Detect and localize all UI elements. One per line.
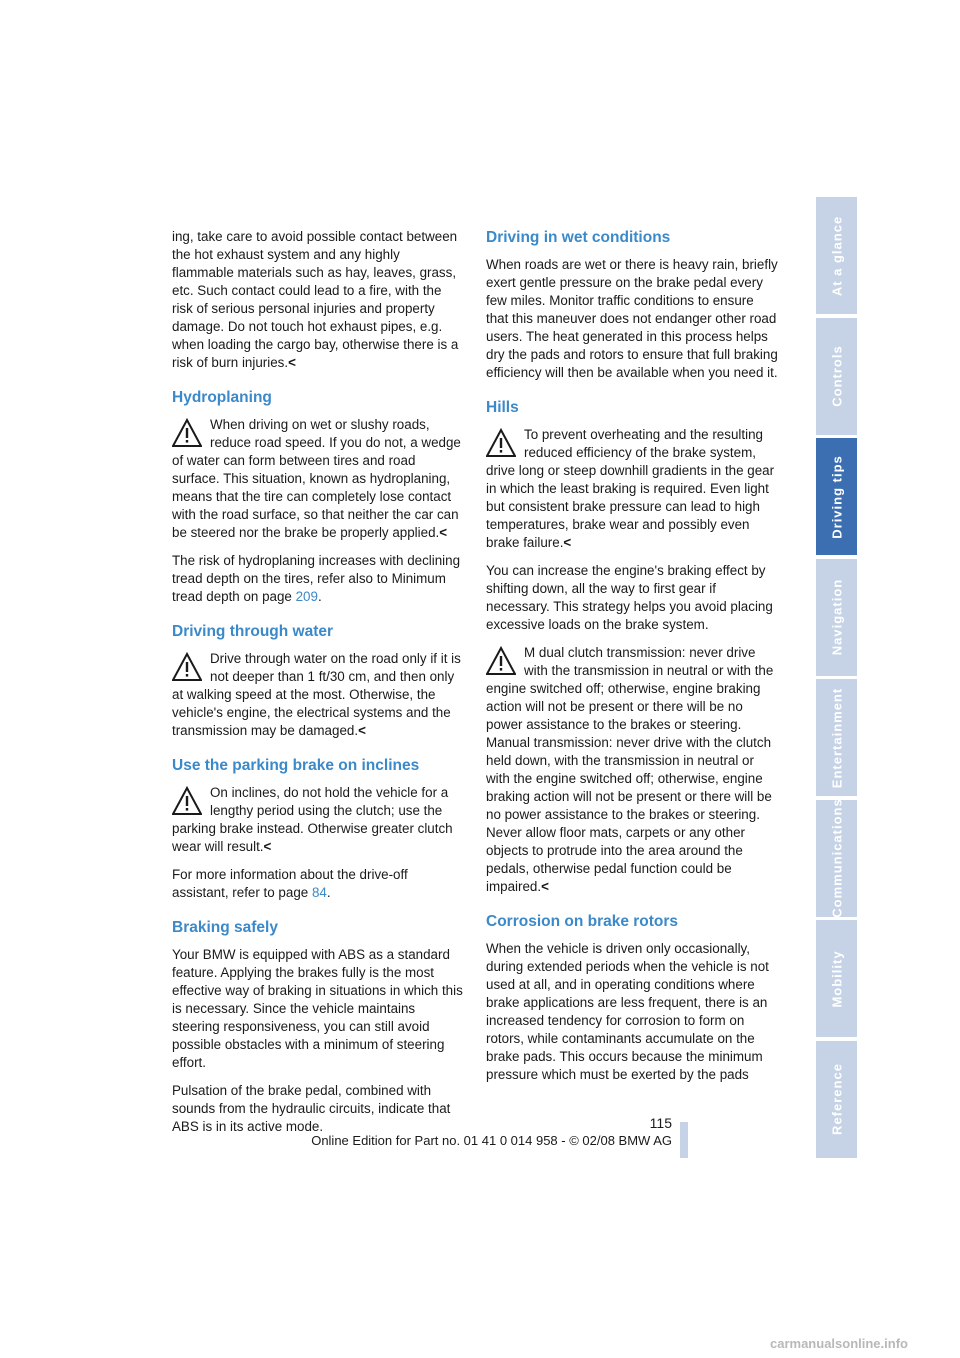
hydroplaning-text: The risk of hydroplaning increases with declining tread depth on the tires, refer also to Minimum tread depth on page 209. — [172, 553, 461, 604]
warning-icon — [172, 418, 202, 448]
left-column — [172, 228, 464, 1146]
warning-icon — [172, 652, 202, 682]
page-number: 115 — [649, 1115, 672, 1131]
water-heading: Driving through water — [172, 623, 334, 640]
wet-heading: Driving in wet conditions — [486, 229, 671, 246]
intro-paragraph: ing, take care to avoid possible contact between the hot exhaust system and any highly flammable materials such as hay, leaves, grass, etc. Such contact could lead to a fire, with the risk of serious personal injuries and property damage. Do not touch hot exhaust pipes, e.g. when loading the cargo bay, otherwise there is a risk of burn injuries.< — [172, 229, 459, 370]
hills-heading: Hills — [486, 399, 519, 416]
sidebar-tab-navigation[interactable] — [816, 559, 857, 678]
sidebar-tab-reference[interactable] — [816, 1041, 857, 1160]
hills-text: You can increase the engine's braking effect by shifting down, all the way to first gear if necessary. This strategy helps you avoid placing excessive loads on the brake system. — [486, 563, 773, 632]
parking-text: For more information about the drive-off assistant, refer to page 84. — [172, 867, 408, 900]
warning-icon — [486, 646, 516, 676]
right-column — [486, 228, 778, 1094]
braking-paragraph-2: Pulsation of the brake pedal, combined with sounds from the hydraulic circuits, indicate that ABS is in its active mode. — [172, 1083, 451, 1134]
footer-bar — [680, 1122, 688, 1158]
warning-icon — [172, 786, 202, 816]
hydroplaning-warning: When driving on wet or slushy roads, reduce road speed. If you do not, a wedge of water can form between tires and road surface. This situation, known as hydroplaning, means that the tire can completely lose contact with the road surface, so that neither the car can be steered nor the brake be properly applied.< — [172, 417, 461, 540]
sidebar-tab-entertainment[interactable] — [816, 679, 857, 798]
page-link-84[interactable]: 84 — [311, 885, 327, 900]
braking-heading: Braking safely — [172, 919, 278, 936]
clutch-warning: M dual clutch transmission: never drive with the transmission in neutral or with the engine switched off; otherwise, engine braking action will not be present or there will be no power assistance to the brakes or steering. Manual transmission: never drive with the clutch held down, with the transmission in neutral or with the engine switched off; otherwise, engine braking action will not be present or there will be no power assistance to the brakes or steering. Never allow floor mats, carpets or any other objects to protrude into the area around the pedals, otherwise pedal function could be impaired.< — [486, 645, 774, 894]
parking-heading: Use the parking brake on inclines — [172, 757, 420, 774]
wet-text: When roads are wet or there is heavy rain, briefly exert gentle pressure on the brake pedal every few miles. Monitor traffic conditions to ensure that this maneuver does not endanger other road users. The heat generated in this process helps dry the pads and rotors to ensure that full braking efficiency will then be available when you need it. — [486, 257, 778, 380]
sidebar-tab-label: Controls — [829, 345, 844, 407]
sidebar-tab-driving-tips[interactable] — [816, 438, 857, 557]
footer-edition: Online Edition for Part no. 01 41 0 014 958 - © 02/08 BMW AG — [311, 1133, 672, 1148]
sidebar-tab-label: Mobility — [829, 949, 844, 1008]
sidebar-tab-communications[interactable] — [816, 800, 857, 919]
warning-icon — [486, 428, 516, 458]
sidebar-tab-label: At a glance — [829, 215, 844, 296]
sidebar-tab-at-a-glance[interactable] — [816, 197, 857, 316]
sidebar-tab-label: Navigation — [829, 578, 844, 656]
parking-warning: On inclines, do not hold the vehicle for a lengthy period using the clutch; use the parking brake instead. Otherwise greater clutch wear will result.< — [172, 785, 453, 854]
corrosion-heading: Corrosion on brake rotors — [486, 913, 679, 930]
sidebar-tab-label: Reference — [829, 1063, 844, 1135]
braking-paragraph-1: Your BMW is equipped with ABS as a standard feature. Applying the brakes fully is the most effective way of braking in situations in which this is necessary. Since the vehicle maintains steering responsiveness, you can still avoid possible obstacles with a minimum of steering effort. — [172, 947, 463, 1070]
sidebar-tab-label: Driving tips — [829, 454, 844, 539]
sidebar-tab-label: Communications — [829, 798, 844, 918]
corrosion-text: When the vehicle is driven only occasionally, during extended periods when the vehicle is not used at all, and in operating conditions where brake applications are less frequent, there is an increased tendency for corrosion to form on rotors, while contaminants accumulate on the brake pads. This occurs because the minimum pressure which must be exerted by the pads — [486, 941, 769, 1082]
section-sidebar — [816, 197, 857, 1160]
hills-warning: To prevent overheating and the resulting reduced efficiency of the brake system, drive long or steep downhill gradients in the gear in which the least braking is required. Even light but consistent brake pressure can lead to high temperatures, brake wear and possibly even brake failure.< — [486, 427, 775, 550]
sidebar-tab-controls[interactable] — [816, 318, 857, 437]
hydroplaning-heading: Hydroplaning — [172, 389, 272, 406]
water-warning: Drive through water on the road only if it is not deeper than 1 ft/30 cm, and then only at walking speed at the most. Otherwise, the vehicle's engine, the electrical systems and the transmission may be damaged.< — [172, 651, 461, 738]
page-link-209[interactable]: 209 — [295, 589, 318, 604]
sidebar-tab-mobility[interactable] — [816, 920, 857, 1039]
watermark: carmanualsonline.info — [770, 1336, 908, 1351]
sidebar-tab-label: Entertainment — [829, 687, 844, 788]
